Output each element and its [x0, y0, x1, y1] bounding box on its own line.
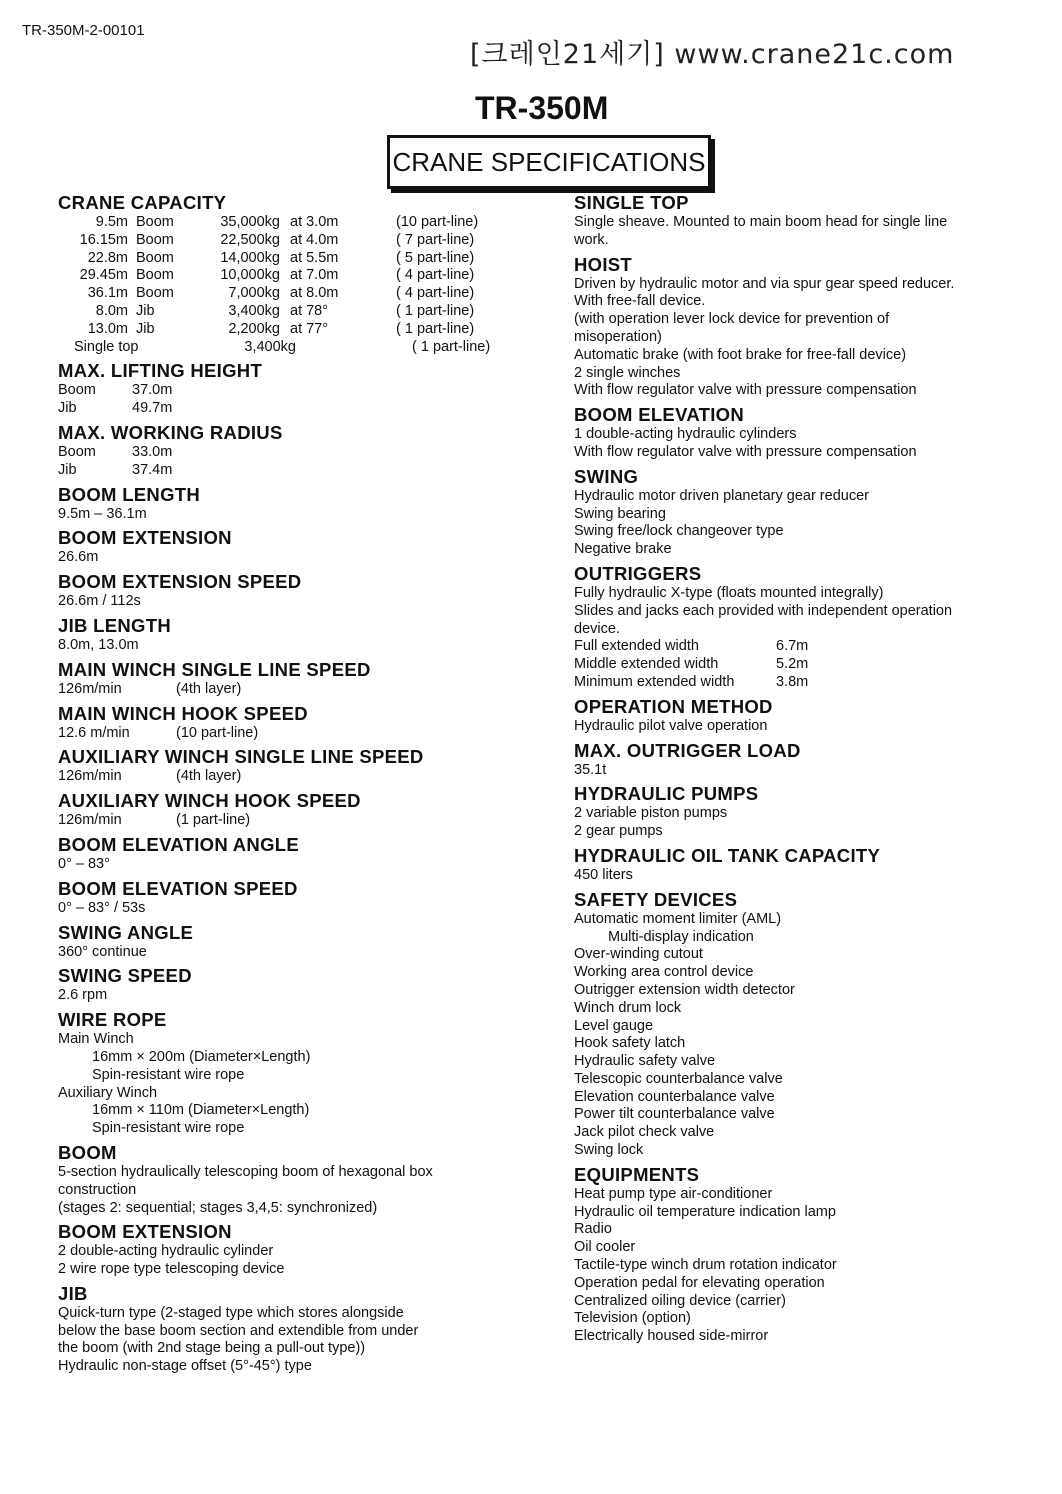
table-row	[58, 250, 528, 268]
spec-line: Working area control device	[574, 964, 754, 981]
spec-line: the boom (with 2nd stage being a pull-out type))	[58, 1340, 366, 1357]
spec-line: With flow regulator valve with pressure compensation	[574, 443, 917, 460]
spec-value: (10 part-line)	[176, 724, 259, 741]
spec-value: 49.7m	[132, 400, 173, 417]
spec-line: device.	[574, 620, 620, 637]
left-column	[58, 192, 528, 1380]
spec-line: Hydraulic motor driven planetary gear reducer	[574, 487, 869, 504]
section-heading: BOOM LENGTH	[58, 483, 201, 505]
spec-line: 35.1t	[574, 761, 607, 778]
spec-line: Swing bearing	[574, 505, 666, 522]
max-lifting-height-section	[58, 360, 528, 418]
spec-value: 5.2m	[776, 656, 809, 673]
spec-line: Television (option)	[574, 1310, 691, 1327]
radius-cell: at 3.0m	[290, 214, 339, 230]
max-working-radius-section	[58, 422, 528, 480]
spec-label: Auxiliary Winch	[58, 1084, 158, 1101]
spec-row	[58, 382, 528, 400]
spec-label: 126m/min	[58, 812, 122, 829]
section-heading: CRANE CAPACITY	[58, 192, 227, 213]
equipments-section	[574, 1164, 1044, 1346]
boom-extension-speed-section	[58, 571, 528, 611]
load-cell: 7,000kg	[228, 285, 280, 302]
spec-line: Tactile-type winch drum rotation indicator	[574, 1257, 837, 1274]
section-heading: JIB LENGTH	[58, 614, 171, 636]
radius-cell: at 78°	[290, 302, 329, 319]
load-cell: 22,500kg	[220, 231, 280, 248]
section-heading: HYDRAULIC OIL TANK CAPACITY	[574, 844, 881, 866]
section-heading: MAX. LIFTING HEIGHT	[58, 360, 263, 382]
part-line-cell: ( 1 part-line)	[396, 302, 475, 319]
spec-label: Boom	[58, 443, 96, 460]
spec-line: With free-fall device.	[574, 293, 706, 310]
spec-label: 126m/min	[58, 768, 122, 785]
radius-cell: at 4.0m	[290, 231, 339, 248]
section-heading: SWING	[574, 465, 639, 487]
hoist-section	[574, 254, 1044, 401]
spec-line: Hydraulic oil temperature indication lamp	[574, 1203, 836, 1220]
load-cell: 3,400kg	[228, 302, 280, 319]
part-line-cell: (10 part-line)	[396, 214, 479, 230]
type-cell: Jib	[136, 302, 155, 319]
safety-devices-section	[574, 889, 1044, 1160]
section-heading: SINGLE TOP	[574, 192, 689, 213]
section-heading: OUTRIGGERS	[574, 562, 702, 584]
spec-line: Radio	[574, 1221, 612, 1238]
type-cell: Boom	[136, 267, 174, 284]
spec-line: Automatic brake (with foot brake for free-fall device)	[574, 346, 907, 363]
spec-value: 33.0m	[132, 443, 173, 460]
section-title-box	[387, 135, 711, 189]
spec-value: 3.8m	[776, 673, 809, 690]
spec-label: Main Winch	[58, 1031, 134, 1048]
operation-method-section	[574, 696, 1044, 736]
section-heading: BOOM	[58, 1141, 117, 1163]
radius-cell: at 77°	[290, 320, 329, 337]
spec-line: Driven by hydraulic motor and via spur gear speed reducer.	[574, 275, 955, 292]
spec-line: Hook safety latch	[574, 1035, 686, 1052]
type-cell: Boom	[136, 249, 174, 266]
load-cell: 35,000kg	[220, 214, 280, 230]
single-top-section	[574, 192, 1044, 250]
spec-line: Slides and jacks each provided with independent operation	[574, 602, 953, 619]
part-line-cell: ( 4 part-line)	[396, 267, 475, 284]
spec-label: 12.6 m/min	[58, 724, 130, 741]
part-line-cell: ( 5 part-line)	[396, 249, 475, 266]
boom-elevation-angle-section	[58, 834, 528, 874]
boom-length-cell: 13.0m	[87, 320, 128, 337]
spec-value: 8.0m, 13.0m	[58, 636, 139, 653]
spec-line: Electrically housed side-mirror	[574, 1328, 769, 1345]
part-line-cell: ( 7 part-line)	[396, 231, 475, 248]
spec-line: misoperation)	[574, 328, 662, 345]
section-heading: BOOM EXTENSION	[58, 527, 232, 549]
hydraulic-pumps-section	[574, 783, 1044, 841]
boom-length-section	[58, 484, 528, 524]
spec-line: 1 double-acting hydraulic cylinders	[574, 426, 797, 443]
spec-line: Automatic moment limiter (AML)	[574, 910, 782, 927]
radius-cell: at 7.0m	[290, 267, 339, 284]
spec-value: 2.6 rpm	[58, 987, 108, 1004]
table-row	[58, 339, 528, 357]
swing-angle-section	[58, 922, 528, 962]
jib-length-section	[58, 615, 528, 655]
boom-length-cell: 36.1m	[87, 285, 128, 302]
section-heading: MAIN WINCH SINGLE LINE SPEED	[58, 658, 371, 680]
section-heading: BOOM EXTENSION SPEED	[58, 571, 302, 593]
load-cell: 3,400kg	[244, 338, 296, 355]
section-heading: AUXILIARY WINCH HOOK SPEED	[58, 790, 361, 812]
crane-capacity-section	[58, 192, 528, 356]
spec-line: Elevation counterbalance valve	[574, 1088, 775, 1105]
spec-line: Power tilt counterbalance valve	[574, 1106, 775, 1123]
right-column	[574, 192, 1044, 1350]
spec-row	[574, 674, 1044, 692]
table-row	[58, 232, 528, 250]
watermark-text: [크레인21세기] www.crane21c.com	[470, 39, 955, 70]
load-cell: 10,000kg	[220, 267, 280, 284]
type-cell: Jib	[136, 320, 155, 337]
spec-line: Outrigger extension width detector	[574, 981, 795, 998]
spec-line: Multi-display indication	[608, 928, 754, 945]
main-winch-single-line-speed-section	[58, 659, 528, 699]
spec-line: Jack pilot check valve	[574, 1124, 715, 1141]
section-heading: BOOM ELEVATION ANGLE	[58, 833, 300, 855]
spec-value: 26.6m / 112s	[58, 593, 141, 610]
spec-line: 2 gear pumps	[574, 823, 663, 840]
load-cell: 14,000kg	[220, 249, 280, 266]
spec-line: (with operation lever lock device for prevention of	[574, 311, 890, 328]
wire-rope-section	[58, 1009, 528, 1138]
spec-line: Hydraulic pilot valve operation	[574, 717, 768, 734]
spec-line: Swing lock	[574, 1142, 644, 1159]
section-heading: SWING SPEED	[58, 965, 192, 987]
boom-elevation-section	[574, 404, 1044, 462]
spec-line: 2 variable piston pumps	[574, 805, 728, 822]
section-heading: OPERATION METHOD	[574, 695, 773, 717]
section-heading: HOIST	[574, 253, 633, 275]
spec-label: Jib	[58, 400, 77, 417]
spec-value: 37.0m	[132, 382, 173, 399]
swing-section	[574, 466, 1044, 559]
spec-row	[58, 681, 528, 699]
spec-line: Oil cooler	[574, 1239, 636, 1256]
radius-cell: at 8.0m	[290, 285, 339, 302]
radius-cell	[296, 339, 412, 357]
part-line-cell: ( 4 part-line)	[396, 285, 475, 302]
spec-line: construction	[58, 1181, 137, 1198]
table-row	[58, 285, 528, 303]
boom-elevation-speed-section	[58, 878, 528, 918]
spec-row	[58, 462, 528, 480]
table-row	[58, 321, 528, 339]
spec-label: Full extended width	[574, 638, 699, 655]
spec-line: With flow regulator valve with pressure compensation	[574, 382, 917, 399]
spec-label: Boom	[58, 382, 96, 399]
spec-value: (1 part-line)	[176, 812, 251, 829]
section-heading: BOOM EXTENSION	[58, 1221, 232, 1243]
spec-line: 5-section hydraulically telescoping boom of hexagonal box	[58, 1163, 433, 1180]
boom-length-cell: 8.0m	[95, 302, 128, 319]
spec-line: Hydraulic safety valve	[574, 1053, 716, 1070]
spec-row	[58, 768, 528, 786]
spec-value: 16mm × 110m (Diameter×Length)	[92, 1102, 310, 1119]
spec-line: Quick-turn type (2-staged type which stores alongside	[58, 1304, 404, 1321]
spec-value: Spin-resistant wire rope	[92, 1120, 245, 1137]
spec-label: 126m/min	[58, 680, 122, 697]
section-heading: BOOM ELEVATION	[574, 404, 745, 426]
hydraulic-oil-tank-section	[574, 845, 1044, 885]
spec-line: Operation pedal for elevating operation	[574, 1274, 825, 1291]
model-title: TR-350M	[475, 90, 609, 126]
section-title: CRANE SPECIFICATIONS	[392, 146, 706, 177]
aux-winch-single-line-speed-section	[58, 746, 528, 786]
spec-value: 0° – 83°	[58, 855, 110, 872]
main-winch-hook-speed-section	[58, 703, 528, 743]
section-heading: JIB	[58, 1282, 88, 1304]
radius-cell: at 5.5m	[290, 249, 339, 266]
jib-section	[58, 1283, 528, 1376]
boom-extension-detail-section	[58, 1221, 528, 1279]
single-top-label: Single top	[74, 338, 139, 355]
spec-value: 26.6m	[58, 549, 99, 566]
boom-length-cell: 9.5m	[95, 214, 128, 230]
spec-line: 2 double-acting hydraulic cylinder	[58, 1243, 274, 1260]
spec-line: Hydraulic non-stage offset (5°-45°) type	[58, 1358, 312, 1375]
spec-line: work.	[574, 231, 609, 248]
spec-value: 9.5m – 36.1m	[58, 505, 147, 522]
section-heading: WIRE ROPE	[58, 1009, 167, 1031]
table-row	[58, 267, 528, 285]
section-heading: SWING ANGLE	[58, 921, 194, 943]
outriggers-section	[574, 563, 1044, 692]
spec-row	[58, 444, 528, 462]
spec-value: (4th layer)	[176, 768, 242, 785]
spec-value: 360° continue	[58, 943, 147, 960]
spec-line: Swing free/lock changeover type	[574, 523, 784, 540]
spec-row	[574, 638, 1044, 656]
spec-line: (stages 2: sequential; stages 3,4,5: synchronized)	[58, 1199, 378, 1216]
type-cell: Boom	[136, 231, 174, 248]
spec-line: Centralized oiling device (carrier)	[574, 1292, 786, 1309]
swing-speed-section	[58, 965, 528, 1005]
document-id: TR-350M-2-00101	[22, 22, 145, 39]
part-line-cell: ( 1 part-line)	[396, 320, 475, 337]
spec-row	[58, 725, 528, 743]
boom-length-cell: 16.15m	[79, 231, 128, 248]
spec-label: Middle extended width	[574, 656, 719, 673]
section-heading: SAFETY DEVICES	[574, 888, 738, 910]
spec-label: Minimum extended width	[574, 673, 735, 690]
spec-value: 6.7m	[776, 638, 809, 655]
spec-line: Heat pump type air-conditioner	[574, 1185, 773, 1202]
section-heading: BOOM ELEVATION SPEED	[58, 877, 298, 899]
boom-length-cell: 29.45m	[79, 267, 128, 284]
boom-section	[58, 1142, 528, 1217]
section-heading: MAX. WORKING RADIUS	[58, 421, 283, 443]
boom-extension-section	[58, 527, 528, 567]
aux-winch-hook-speed-section	[58, 790, 528, 830]
type-cell: Boom	[136, 214, 174, 230]
spec-line: Negative brake	[574, 541, 672, 558]
boom-length-cell: 22.8m	[87, 249, 128, 266]
spec-value: 0° – 83° / 53s	[58, 899, 146, 916]
load-cell: 2,200kg	[228, 320, 280, 337]
section-heading: MAIN WINCH HOOK SPEED	[58, 702, 308, 724]
spec-line: Winch drum lock	[574, 999, 682, 1016]
spec-line: Level gauge	[574, 1017, 654, 1034]
part-line-cell: ( 1 part-line)	[412, 338, 491, 355]
spec-label: Jib	[58, 461, 77, 478]
spec-row	[58, 812, 528, 830]
section-heading: EQUIPMENTS	[574, 1163, 700, 1185]
section-heading: MAX. OUTRIGGER LOAD	[574, 739, 801, 761]
table-row	[58, 303, 528, 321]
spec-line: Over-winding cutout	[574, 946, 703, 963]
spec-value: Spin-resistant wire rope	[92, 1066, 245, 1083]
table-row	[58, 214, 528, 232]
type-cell: Boom	[136, 285, 174, 302]
spec-line: 450 liters	[574, 866, 633, 883]
section-heading: HYDRAULIC PUMPS	[574, 783, 759, 805]
spec-line: Single sheave. Mounted to main boom head for single line	[574, 214, 948, 230]
spec-line: below the base boom section and extendible from under	[58, 1322, 419, 1339]
spec-value: 37.4m	[132, 461, 173, 478]
max-outrigger-load-section	[574, 740, 1044, 780]
spec-value: (4th layer)	[176, 680, 242, 697]
capacity-table	[58, 214, 528, 356]
spec-row	[58, 400, 528, 418]
spec-line: 2 single winches	[574, 364, 681, 381]
spec-line: Fully hydraulic X-type (floats mounted integrally)	[574, 584, 884, 601]
section-heading: AUXILIARY WINCH SINGLE LINE SPEED	[58, 746, 424, 768]
spec-line: 2 wire rope type telescoping device	[58, 1261, 285, 1278]
spec-line: Telescopic counterbalance valve	[574, 1070, 783, 1087]
spec-value: 16mm × 200m (Diameter×Length)	[92, 1048, 311, 1065]
spec-row	[574, 656, 1044, 674]
